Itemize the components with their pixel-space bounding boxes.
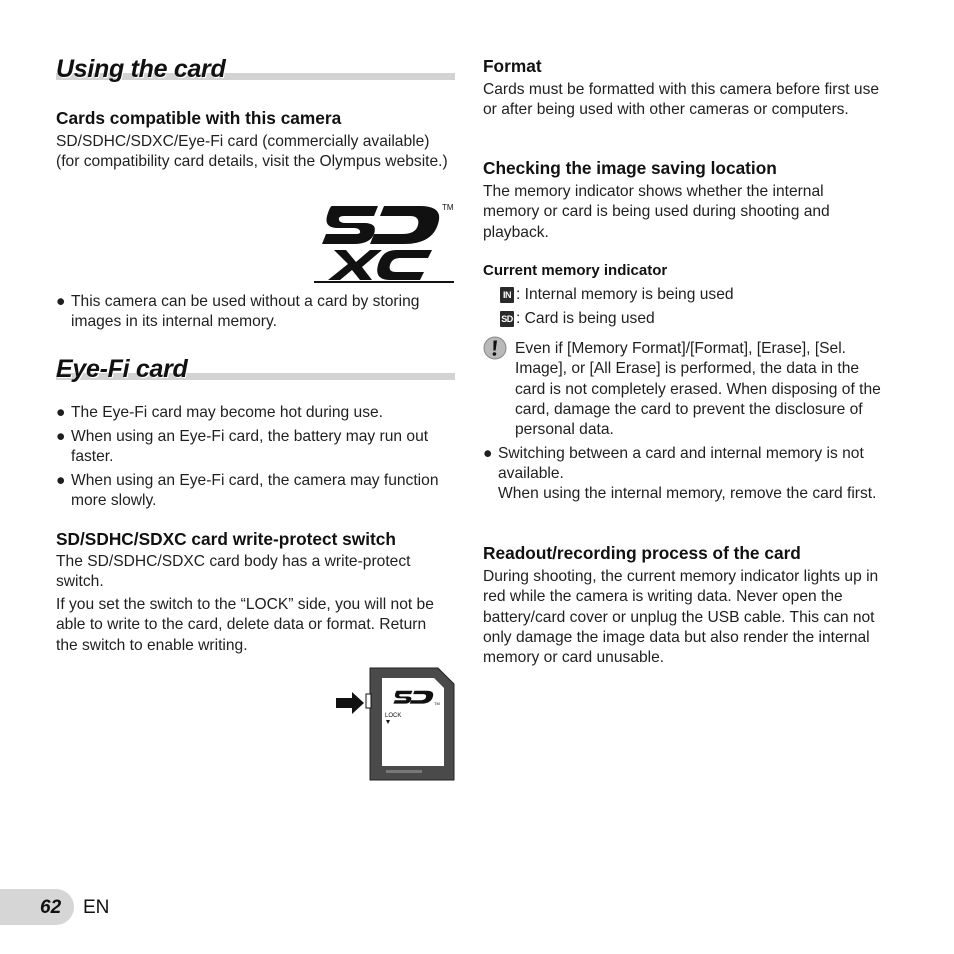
- page-number: 62: [40, 897, 62, 918]
- bullet-text: When using an Eye-Fi card, the camera may function more slowly.: [71, 472, 439, 509]
- lock-label: LOCK: [385, 713, 402, 719]
- bullet-text-continued: When using the internal memory, remove the card first.: [498, 485, 877, 502]
- check-text: The memory indicator shows whether the internal memory or card is being used during shooting and playback.: [483, 183, 830, 241]
- card-tm: TM: [434, 701, 440, 706]
- switch-text-2: If you set the switch to the “LOCK” side, you will not be able to write to the card, delete data or format. Return the switch to enable writing.: [56, 596, 434, 654]
- indicator-heading: Current memory indicator: [483, 262, 668, 279]
- readout-text: During shooting, the current memory indicator lights up in red while the camera is writing data. Never open the battery/card cover or unplug the USB cable. This can not only damage the image data but also render the internal memory or card unusable.: [483, 568, 879, 667]
- switch-heading: SD/SDHC/SDXC card write-protect switch: [56, 529, 396, 549]
- compat-heading: Cards compatible with this camera: [56, 108, 342, 128]
- indicator-internal: [500, 285, 734, 305]
- bullet-text: This camera can be used without a card by storing images in its internal memory.: [71, 293, 420, 330]
- sd-card-icon: SD: [500, 311, 514, 327]
- section-title-eyefi: [56, 350, 455, 384]
- indicator-text: : Internal memory is being used: [516, 286, 734, 303]
- arrow-right-icon: [336, 692, 364, 714]
- eyefi-bullet-3: ● When using an Eye-Fi card, the camera may function more slowly.: [56, 471, 456, 511]
- check-heading: Checking the image saving location: [483, 158, 777, 178]
- compat-text: SD/SDHC/SDXC/Eye-Fi card (commercially available) (for compatibility card details, visit the Olympus website.): [56, 133, 448, 171]
- logo-tm: TM: [442, 203, 454, 212]
- caution-icon: [483, 336, 507, 360]
- internal-memory-bullet: ● This camera can be used without a card by storing images in its internal memory.: [56, 292, 456, 332]
- section-title-text: Eye-Fi card: [56, 355, 188, 383]
- readout-heading: Readout/recording process of the card: [483, 543, 801, 563]
- sd-card-illustration: [334, 664, 458, 784]
- page-number-tab: [0, 889, 74, 925]
- page-language: EN: [83, 897, 110, 918]
- eyefi-bullet-2: ● When using an Eye-Fi card, the battery may run out faster.: [56, 427, 456, 467]
- caution-text: Even if [Memory Format]/[Format], [Erase], [Sel. Image], or [All Erase] is performed, the data in the card is not completely erased. When disposing of the card, damage the card to prevent the disclosure of personal data.: [515, 340, 881, 439]
- bullet-text: When using an Eye-Fi card, the battery may run out faster.: [71, 428, 429, 465]
- eyefi-bullet-1: ● The Eye-Fi card may become hot during use.: [56, 403, 456, 423]
- section-title-using-card: [56, 50, 455, 84]
- bullet-text: Switching between a card and internal memory is not available.: [498, 445, 864, 482]
- format-text: Cards must be formatted with this camera before first use or after being used with other cameras or computers.: [483, 81, 880, 119]
- internal-memory-icon: IN: [500, 287, 514, 303]
- indicator-card: [500, 309, 655, 329]
- indicator-text: : Card is being used: [516, 310, 655, 327]
- switch-memory-bullet: ● Switching between a card and internal memory is not available. When using the internal memory, remove the card first.: [483, 444, 881, 504]
- section-title-text: Using the card: [56, 55, 226, 83]
- bullet-text: The Eye-Fi card may become hot during use.: [71, 404, 384, 421]
- sdxc-logo: [312, 198, 458, 284]
- switch-text-1: The SD/SDHC/SDXC card body has a write-protect switch.: [56, 553, 411, 591]
- format-heading: Format: [483, 56, 542, 76]
